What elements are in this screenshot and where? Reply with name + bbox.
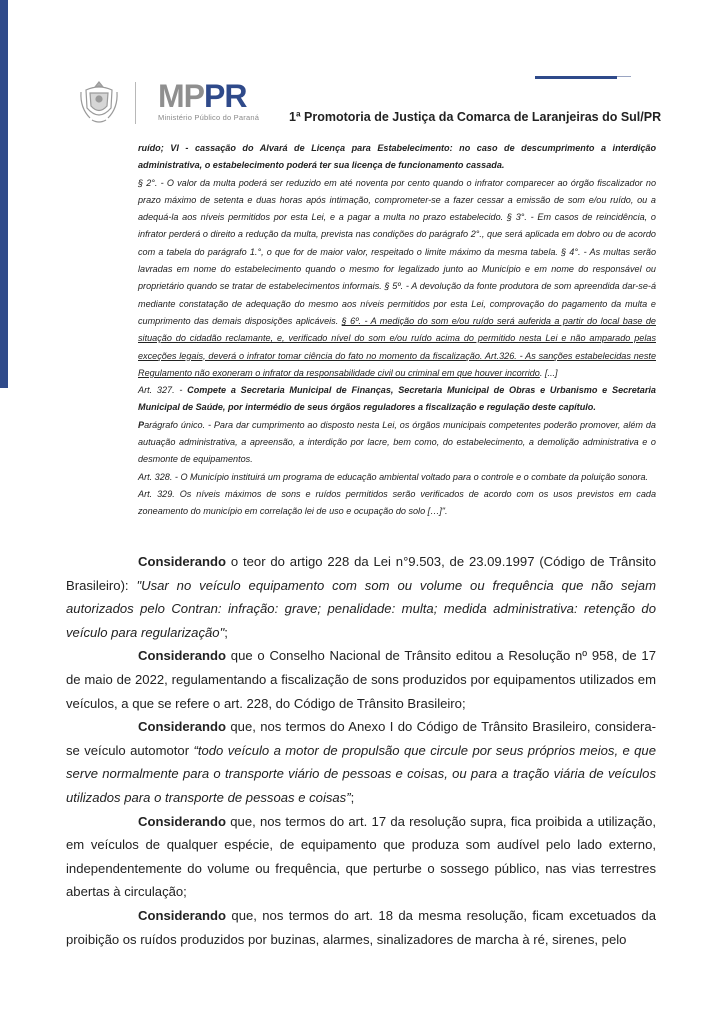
body-text: que o Conselho Nacional de Trânsito editou a Resolução nº 958, de 17 de maio de 2022, regulamentando a fiscalização de sons produzidos por equipamentos utilizados em veículos, a que se refere o art. 228, do Código de Trânsito Brasileiro; xyxy=(66,648,656,711)
quote-paragraph xyxy=(138,175,656,383)
body-text: ; xyxy=(350,789,355,805)
body-text: que, nos termos do art. 18 da mesma resolução, ficam excetuados da proibição os ruídos produzidos por buzinas, alarmes, sinalizadores de marcha à ré, sirenes, pelo xyxy=(66,907,656,947)
quote-paragraph xyxy=(138,417,656,469)
quote-underlined-text: § 6º. - A medição do som e/ou ruído será auferida a partir do local base de situação do cidadão reclamante, e, verificado nível do som e/ou ruído acima do permitido nesta Lei e não amparado pelas exceções legais, deverá o infrator tomar ciência do fato no momento da fiscalização. Art.326. - As sanções estabelecidas neste Regulamento não exoneram o infrator da responsabilidade civil ou criminal em que houver incorrido xyxy=(138,315,656,378)
top-thin-rule xyxy=(617,76,631,77)
quote-paragraph: Art. 328. - O Município instituirá um programa de educação ambiental voltado para o controle e o combate da poluição sonora. xyxy=(138,471,649,482)
considerando-paragraph xyxy=(66,550,656,644)
considerando-paragraph xyxy=(66,715,656,809)
considerando-label: Considerando xyxy=(138,907,227,923)
quote-paragraph xyxy=(138,382,656,417)
body-text: ; xyxy=(224,624,228,640)
quote-text: arágrafo único. - Para dar cumprimento ao disposto nesta Lei, os órgãos municipais competentes poderão promover, além da autuação administrativa, a apreensão, a interdição por lacre, bem como, do estabelecimento, a demolição administrativa e o desmonte de equipamentos. xyxy=(138,419,656,465)
quote-paragraph xyxy=(138,140,656,175)
quote-initial: P xyxy=(138,419,145,430)
considerando-label: Considerando xyxy=(138,813,227,829)
mppr-logo xyxy=(158,80,259,122)
considerando-label: Considerando xyxy=(138,719,227,735)
body-text: que, nos termos do Anexo I do Código de Trânsito Brasileiro, considera-se veículo automotor xyxy=(66,719,656,758)
main-body xyxy=(66,550,656,951)
quote-text: . [...] xyxy=(539,367,558,378)
quote-paragraph: Art. 329. Os níveis máximos de sons e ruídos permitidos serão verificados de acordo com os usos previstos em cada zoneamento do município em correlação lei de uso e ocupação do solo […]". xyxy=(138,488,656,517)
quote-text: Art. 327. - xyxy=(138,385,188,396)
letterhead xyxy=(78,78,662,128)
logo-subtitle: Ministério Público do Paraná xyxy=(158,113,260,122)
logo-pr: PR xyxy=(204,78,247,114)
quote-text: § 2°. - O valor da multa poderá ser reduzido em até noventa por cento quando o infrator comparecer ao órgão fiscalizador no prazo máximo de setenta e duas horas após intimação, comprometer-se a fazer cessar a emissão de som e/ou ruído, ou a adequá-la aos níveis permitidos por esta Lei, e a pagar a multa no prazo estabelecido. § 3°. - Em casos de reincidência, o infrator perderá o direito a redução da multa, prevista nas condições do parágrafo 2°., que será aplicada em dobro ou de acordo com a tabela do parágrafo 1.°, o que for de maior valor, respeitado o limite máximo da mesma tabela. § 4°. - As multas serão lavradas em nome do estabelecimento quando o mesmo for legalizado junto ao Município e em nome do responsável ou proprietário quando se tratar de estabelecimentos informais. § 5º. - A devolução da fonte produtora de som apreendida dar-se-á mediante constatação de adequação do mesmo aos níveis permitidos por esta Lei, comprovação do pagamento da multa e cumprimento das demais disposições aplicáveis. xyxy=(138,177,656,326)
considerando-label: Considerando xyxy=(138,554,227,569)
body-italic-quote: “todo veículo a motor de propulsão que circule por seus próprios meios, e que serve normalmente para o transporte viário de pessoas e coisas, ou para a tração viária de veículos utilizados para o transporte de pessoas e coisas” xyxy=(66,742,656,805)
left-accent-bar xyxy=(0,0,8,388)
legal-quote-block xyxy=(138,140,656,521)
logo-mp: MP xyxy=(158,78,204,114)
considerando-paragraph xyxy=(66,644,656,715)
quote-bold-text: Compete a Secretaria Municipal de Finanças, Secretaria Municipal de Obras e Urbanismo e Secretaria Municipal de Saúde, por intermédio de seus órgãos reguladores a fiscalização e regulação deste capítulo. xyxy=(138,385,656,413)
body-text: que, nos termos do art. 17 da resolução supra, fica proibida a utilização, em veículos de qualquer espécie, de equipamento que produza som audível pelo lado externo, independentemente do volume ou frequência, que perturbe o sossego público, nas vias terrestres abertas à circulação; xyxy=(66,813,656,900)
parana-coat-of-arms-icon xyxy=(78,78,120,126)
body-italic-quote: "Usar no veículo equipamento com som ou volume ou frequência que não sejam autorizados pelo Contran: infração: grave; penalidade: multa; medida administrativa: retenção do veículo para regularização" xyxy=(66,577,656,640)
office-title: 1ª Promotoria de Justiça da Comarca de Laranjeiras do Sul/PR xyxy=(289,110,662,124)
considerando-paragraph xyxy=(66,904,656,951)
considerando-label: Considerando xyxy=(138,648,227,664)
considerando-paragraph xyxy=(66,810,656,904)
header-divider xyxy=(135,82,136,124)
quote-text: ruído; VI - cassação do Alvará de Licença para Estabelecimento: no caso de descumprimento a interdição administrativa, o estabelecimento poderá ter sua licença de funcionamento cassada. xyxy=(138,143,656,171)
body-text: o teor do artigo 228 da Lei n°9.503, de 23.09.1997 (Código de Trânsito Brasileiro): xyxy=(66,554,656,593)
